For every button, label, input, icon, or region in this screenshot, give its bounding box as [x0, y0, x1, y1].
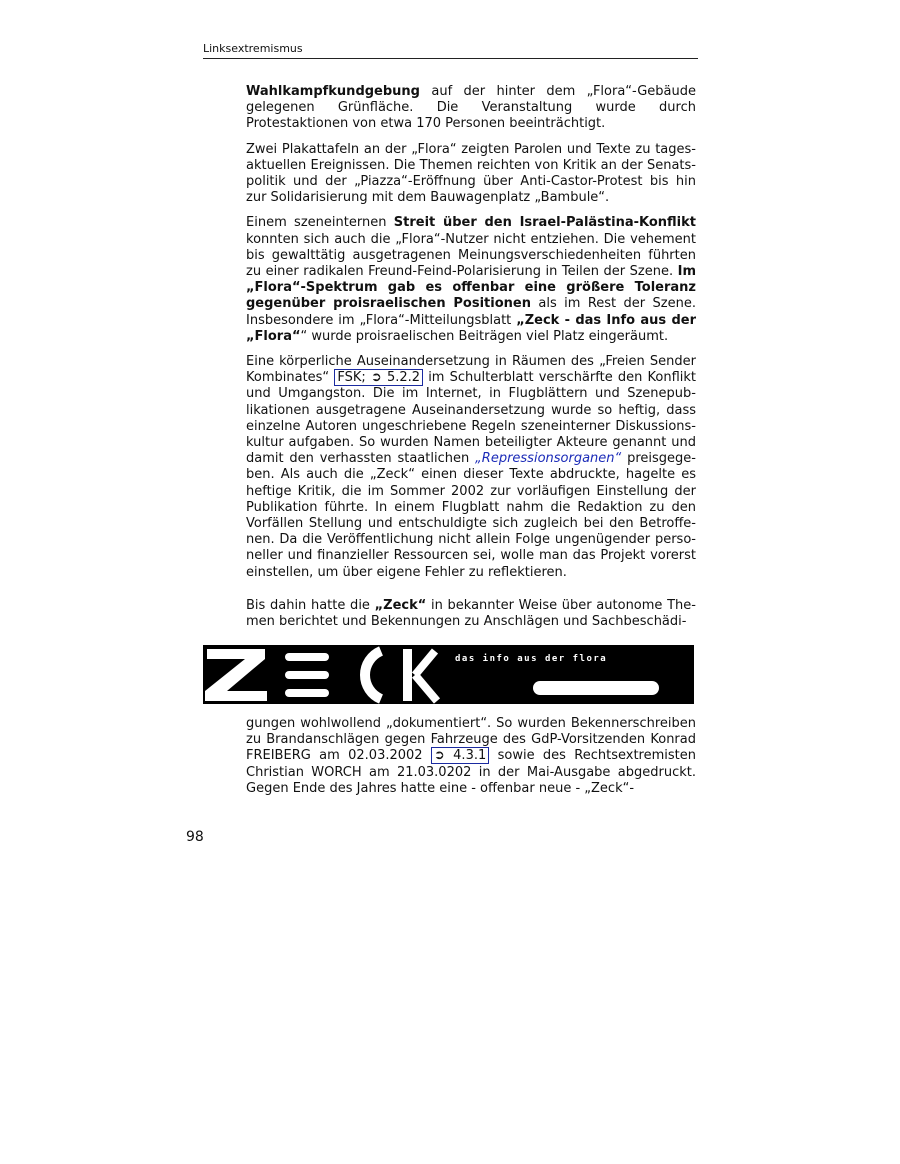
cross-reference-link[interactable]: FSK; ➲ 5.2.2 [334, 369, 423, 386]
bold-term: Im „Flora“-Spektrum gab es offenbar eine größere Toleranz gegenüber proisraelischen Positionen [246, 264, 696, 312]
bold-term: Wahlkampfkundgebung [246, 84, 420, 99]
text: preisgegeben. Als auch die „Zeck“ einen dieser Texte abdruckte, hagelte es heftige Kritik, die im Sommer 2002 zur vorläufigen Einstellung der Publikation führte. In einem Flugblatt nahm die Redaktion zu den Vorfällen Stellung und entschuldigte sich zugleich bei den Betroffenen. Da die Veröffentlichung nicht allein Folge ungenügender personeller und finanzieller Ressourcen sei, wolle man das Projekt vorerst einstellen, um über eigene Fehler zu reflektieren. [246, 451, 696, 580]
text: gungen wohlwollend „dokumentiert“. So wurden Bekennerschreiben zu Brandanschlägen gegen Fahrzeuge des GdP-Vorsitzenden Konrad FREIBERG am 02.03.2002 [246, 716, 696, 764]
body-text-middle [246, 598, 696, 639]
text: konnten sich auch die „Flora“-Nutzer nicht entziehen. Die vehement bis gewalttätig ausgetragenen Meinungsverschiedenheiten führten zu einer radikalen Freund-Feind-Polarisierung in Teilen der Szene. [246, 231, 696, 280]
body-text-lower [246, 716, 696, 806]
paragraph-5 [246, 598, 696, 630]
cross-reference-link[interactable]: ➲ 4.3.1 [431, 747, 489, 764]
text: Eine körperliche Auseinandersetzung in Räumen des „Freien Sender Kombinates“ [246, 354, 696, 386]
text: sowie des Rechtsextremisten Christian WORCH am 21.03.0202 in der Mai-Ausgabe abgedruckt. Gegen Ende des Jahres hatte eine - offenbar neue - „Zeck“- [246, 748, 696, 796]
bold-term: Streit über den Israel-Palästina-Konflikt [393, 215, 696, 231]
running-header [203, 42, 698, 59]
zeck-logo-banner [203, 645, 694, 704]
bold-term: „Zeck - das Info aus der „Flora“ [246, 312, 696, 344]
paragraph-6 [246, 716, 696, 797]
paragraph-1 [246, 84, 696, 133]
running-title: Linksextremismus [203, 42, 303, 55]
text: “ wurde proisraelischen Beiträgen viel Platz eingeräumt. [300, 328, 669, 344]
text: in bekannter Weise über autonome Themen berichtet und Bekennungen zu Anschlägen und Sachbeschädi- [246, 598, 696, 630]
bold-term: „Zeck“ [374, 598, 427, 613]
text: im Schulterblatt verschärfte den Konflikt und Umgangston. Die im Internet, in Flugblättern und Szenepublikationen ausgetragene Auseinandersetzung wurde so heftig, dass einzelne Autoren ungeschriebene Regeln szeneinterner Diskussionskultur aufgaben. So wurden Namen beteiligter Akteure genannt und damit den verhassten staatlichen [246, 370, 696, 467]
paragraph-3 [246, 215, 696, 345]
paragraph-1-text: auf der hinter dem „Flora“-Gebäude gelegenen Grünfläche. Die Veranstaltung wurde durch Protestaktionen von etwa 170 Personen beeinträchtigt. [246, 84, 696, 132]
paragraph-2: Zwei Plakattafeln an der „Flora“ zeigten Parolen und Texte zu tagesaktuellen Ereignissen. Die Themen reichten von Kritik an der Senatspolitik und der „Piazza“-Eröffnung über Anti-Castor-Protest bis hin zur Solidarisierung mit dem Bauwagenplatz „Bambule“. [246, 141, 696, 206]
body-text-upper [246, 84, 696, 590]
page-number: 98 [186, 829, 204, 845]
banner-tagline: das info aus der flora [455, 654, 608, 664]
glossary-link[interactable]: „Repressionsorganen“ [475, 451, 622, 467]
text: Bis dahin hatte die [246, 598, 375, 613]
text: Einem szeneinternen [246, 215, 394, 231]
text: als im Rest der Szene. Insbesondere im „Flora“-Mitteilungsblatt [246, 296, 696, 328]
zeck-logo-icon [203, 645, 694, 704]
banner-bar-shape [533, 681, 659, 695]
paragraph-4 [246, 354, 696, 581]
